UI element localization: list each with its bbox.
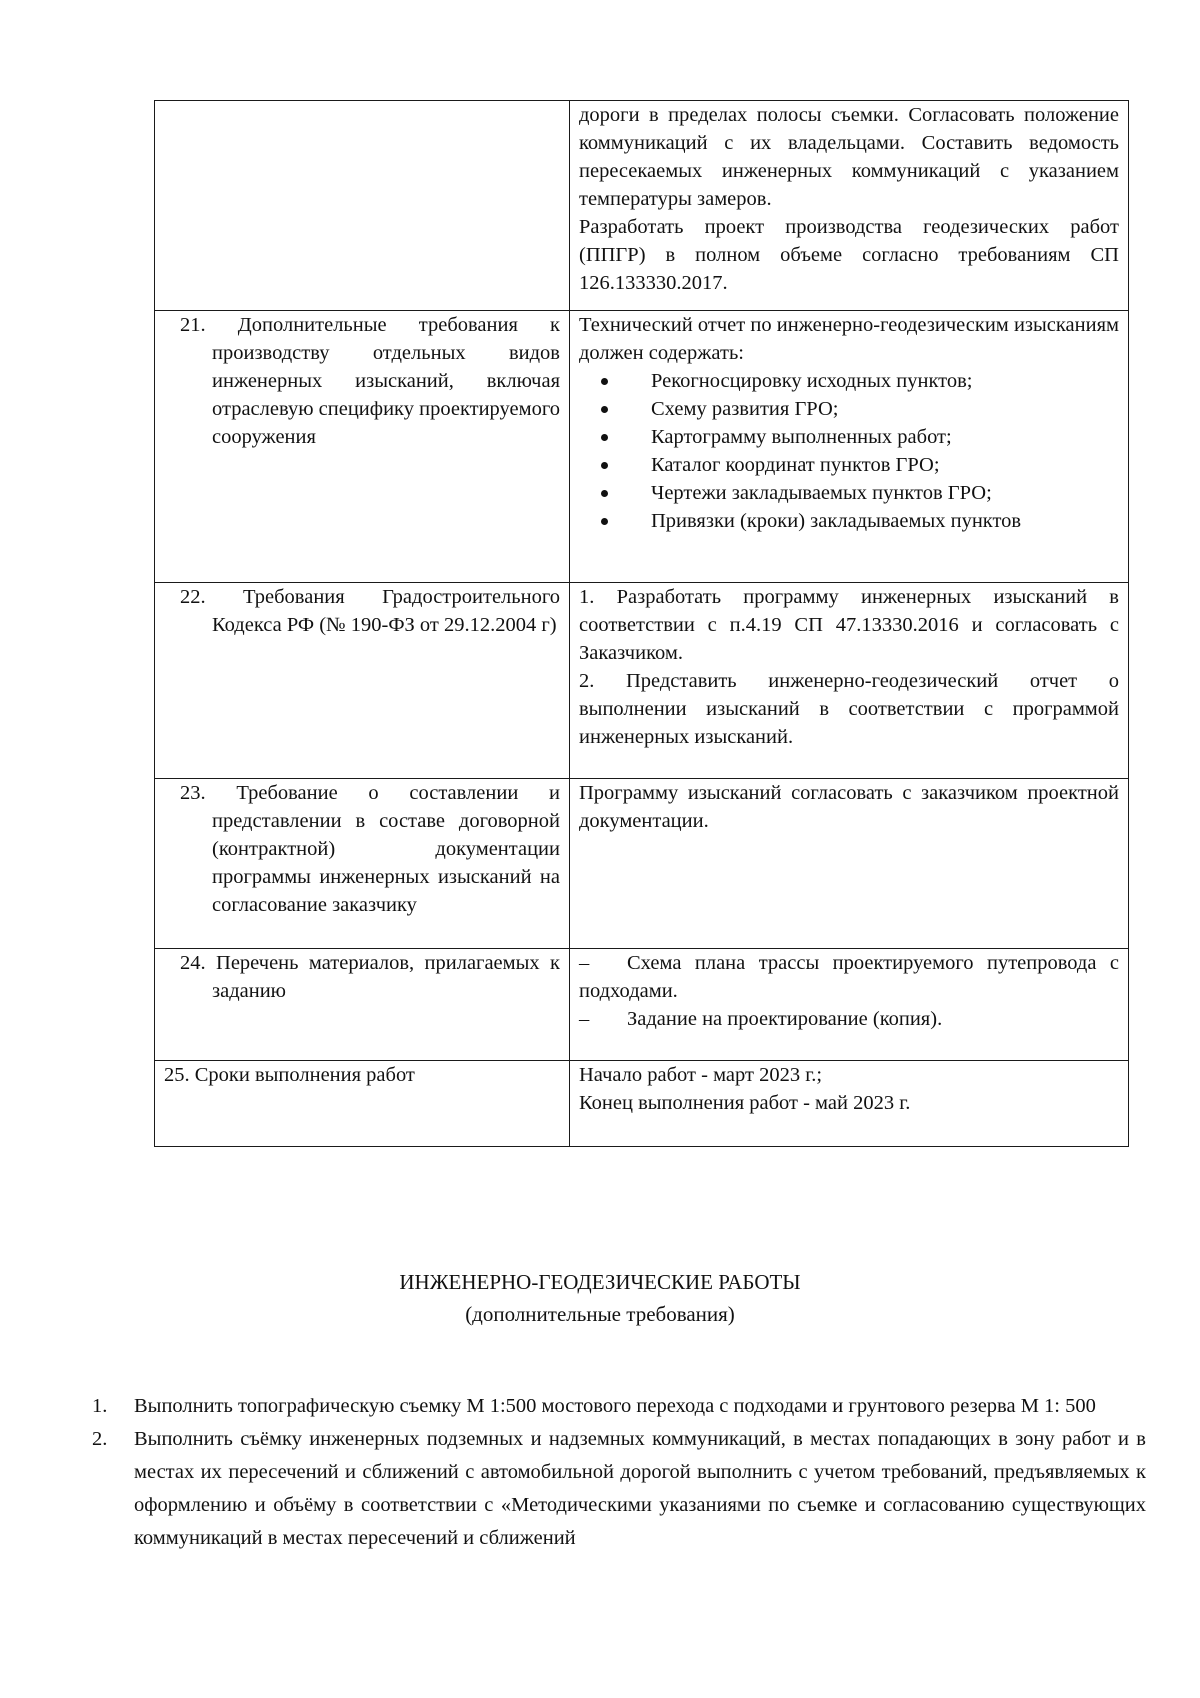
row-25-label: 25. Сроки выполнения работ (164, 1064, 415, 1086)
list-text: Выполнить съёмку инженерных подземных и надземных коммуникаций, в местах попадающих в зону работ и в местах их пересечений и сближений с автомобильной дорогой выполнить с учетом требований, предъявляемых к оформлению и объёму в соответствии с «Методическими указаниями по съемке и согласованию существующих коммуникаций в местах пересечений и сближений (134, 1428, 1146, 1549)
bullet-icon (601, 490, 608, 497)
row-23-label: 23. Требование о составлении и представлении в составе договорной (контрактной) документации программы инженерных изысканий на согласование заказчику (180, 782, 560, 916)
row-20-right-cell (570, 101, 1129, 311)
dash-mark: – (579, 1008, 590, 1030)
row-23-left-cell (155, 779, 570, 949)
list-number: 2. (92, 1428, 108, 1450)
bullet-icon (601, 462, 608, 469)
list-item: Чертежи закладываемых пунктов ГРО; (579, 479, 1119, 507)
section-heading (0, 1266, 1200, 1330)
table-row-22 (155, 583, 1129, 779)
table-row-20 (155, 101, 1129, 311)
list-item: Каталог координат пунктов ГРО; (579, 451, 1119, 479)
list-item (86, 1390, 1146, 1423)
materials-item-2: – Задание на проектирование (копия). (579, 1005, 1119, 1033)
work-start: Начало работ - март 2023 г.; (579, 1064, 823, 1086)
row-20-paragraph-2: Разработать проект производства геодезических работ (ППГР) в полном объеме согласно требованиям СП 126.133330.2017. (579, 216, 1119, 294)
row-23-right-cell (570, 779, 1129, 949)
list-item: Рекогносцировку исходных пунктов; (579, 367, 1119, 395)
dash-mark: – (579, 952, 590, 974)
list-item (86, 1423, 1146, 1555)
list-item: Привязки (кроки) закладываемых пунктов (579, 507, 1119, 535)
bullet-icon (601, 434, 608, 441)
row-24-label: 24. Перечень материалов, прилагаемых к заданию (180, 952, 560, 1002)
list-text: Выполнить топографическую съемку М 1:500 мостового перехода с подходами и грунтового резерва М 1: 500 (134, 1395, 1096, 1417)
requirements-table (154, 100, 1129, 1147)
bullet-icon (601, 406, 608, 413)
work-end: Конец выполнения работ - май 2023 г. (579, 1092, 911, 1114)
row-24-right-cell (570, 949, 1129, 1061)
table-row-25 (155, 1061, 1129, 1147)
row-22-label: 22. Требования Градостроительного Кодекса РФ (№ 190-ФЗ от 29.12.2004 г) (180, 586, 560, 636)
report-contents-list (579, 367, 1119, 535)
bullet-icon (601, 518, 608, 525)
list-number: 1. (92, 1395, 108, 1417)
row-25-left-cell (155, 1061, 570, 1147)
row-21-intro: Технический отчет по инженерно-геодезическим изысканиям должен содержать: (579, 314, 1119, 364)
section-title: ИНЖЕНЕРНО-ГЕОДЕЗИЧЕСКИЕ РАБОТЫ (399, 1270, 801, 1294)
row-22-paragraph-1: 1. Разработать программу инженерных изысканий в соответствии с п.4.19 СП 47.13330.2016 и согласовать с Заказчиком. (579, 586, 1119, 664)
row-22-paragraph-2: 2. Представить инженерно-геодезический отчет о выполнении изысканий в соответствии с программой инженерных изысканий. (579, 670, 1119, 748)
bullet-icon (601, 378, 608, 385)
row-22-left-cell (155, 583, 570, 779)
table-row-21 (155, 311, 1129, 583)
section-subtitle: (дополнительные требования) (465, 1302, 735, 1326)
row-25-right-cell (570, 1061, 1129, 1147)
table-row-24 (155, 949, 1129, 1061)
row-22-right-cell (570, 583, 1129, 779)
row-21-label: 21. Дополнительные требования к производству отдельных видов инженерных изысканий, включая отраслевую специфику проектируемого сооружения (180, 314, 560, 448)
row-23-text: Программу изысканий согласовать с заказчиком проектной документации. (579, 782, 1119, 832)
list-item: Картограмму выполненных работ; (579, 423, 1119, 451)
requirements-list (86, 1390, 1146, 1555)
row-21-left-cell (155, 311, 570, 583)
row-20-paragraph-1: дороги в пределах полосы съемки. Согласовать положение коммуникаций с их владельцами. Составить ведомость пересекаемых инженерных коммуникаций с указанием температуры замеров. (579, 104, 1119, 210)
row-20-left-cell (155, 101, 570, 311)
list-item: Схему развития ГРО; (579, 395, 1119, 423)
row-24-left-cell (155, 949, 570, 1061)
row-21-right-cell (570, 311, 1129, 583)
table-row-23 (155, 779, 1129, 949)
materials-item-1: – Схема плана трассы проектируемого путепровода с подходами. (579, 949, 1119, 1005)
